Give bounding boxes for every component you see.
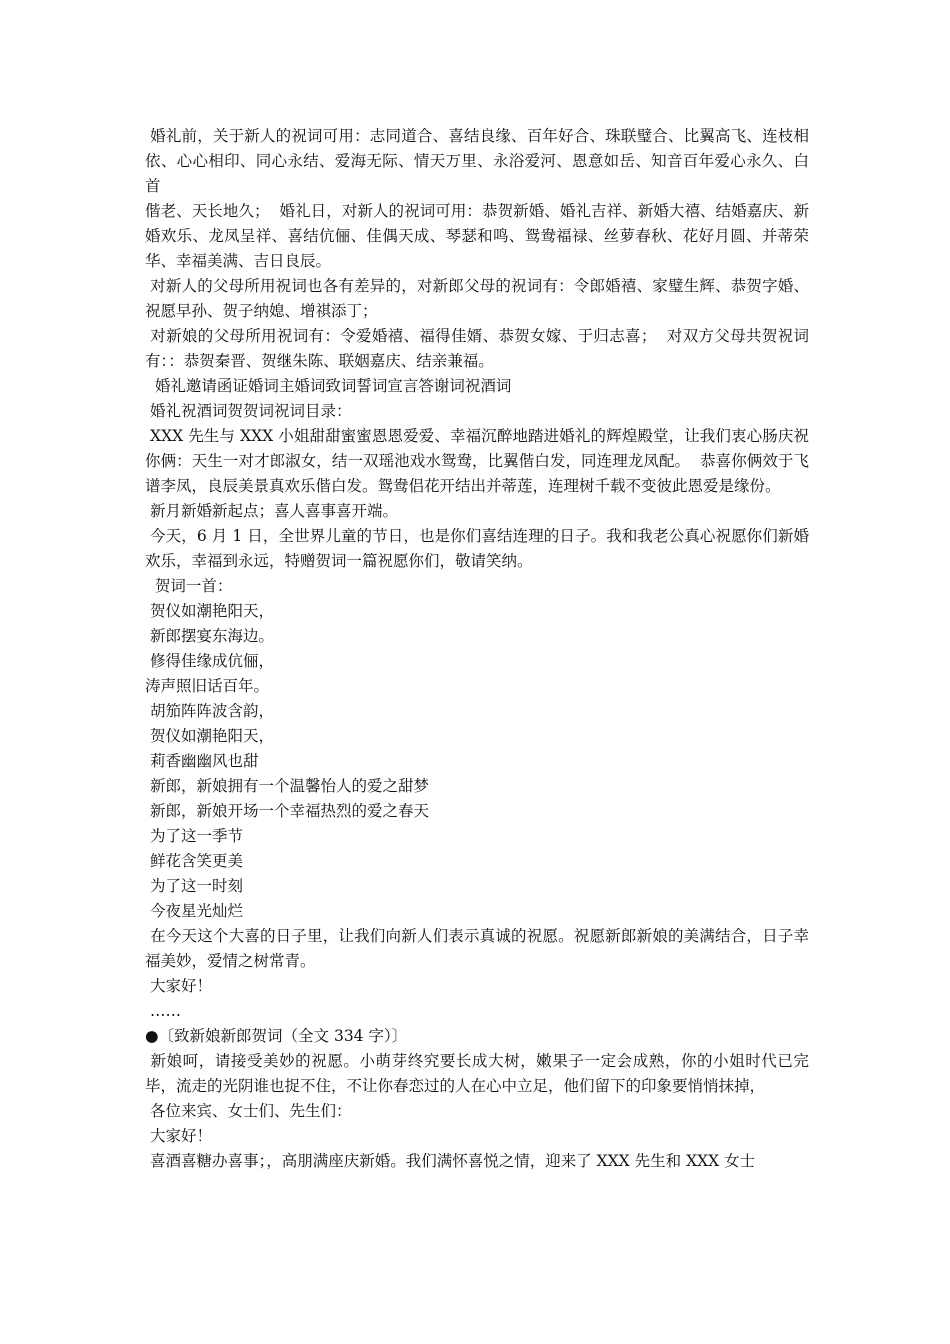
paragraph: 各位来宾、女士们、先生们： (145, 1102, 352, 1120)
paragraph: 婚礼邀请函证婚词主婚词致词誓词宣言答谢词祝酒词 (145, 377, 512, 395)
document-body (145, 124, 809, 1174)
paragraph: 婚礼祝酒词贺贺词祝词目录： (145, 402, 352, 420)
poem-line: 为了这一季节 (145, 827, 243, 845)
paragraph: 对新娘的父母所用祝词有：令爱婚禧、福得佳婿、恭贺女嫁、于归志喜； 对双方父母共贺祝词有：：恭贺秦晋、贺继朱陈、联姻嘉庆、结亲兼福。 (145, 327, 809, 370)
paragraph: 新月新婚新起点；喜人喜事喜开端。 (145, 502, 398, 520)
paragraph: 喜酒喜糖办喜事；，高朋满座庆新婚。我们满怀喜悦之情，迎来了 XXX 先生和 XXX 女士 (145, 1152, 756, 1170)
paragraph: 在今天这个大喜的日子里，让我们向新人们表示真诚的祝愿。祝愿新郎新娘的美满结合，日子幸福美妙，爱情之树常青。 (145, 927, 809, 970)
poem-line: 莉香幽幽风也甜 (145, 752, 259, 770)
paragraph: XXX 先生与 XXX 小姐甜甜蜜蜜恩恩爱爱、幸福沉醉地踏进婚礼的辉煌殿堂，让我们衷心肠庆祝你俩：天生一对才郎淑女，结一双瑶池戏水鸳鸯，比翼偕白发，同连理龙凤配。 恭喜你俩效于飞谱李凤，良辰美景真欢乐偕白发。鸳鸯侣花开结出并蒂莲，连理树千载不变彼此恩爱是缘份。 (145, 427, 809, 495)
paragraph: 贺词一首： (145, 577, 233, 595)
paragraph: 偕老、天长地久； 婚礼日，对新人的祝词可用：恭贺新婚、婚礼吉祥、新婚大禧、结婚嘉庆、新婚欢乐、龙凤呈祥、喜结伉俪、佳偶天成、琴瑟和鸣、鸳鸯福禄、丝萝春秋、花好月圆、并蒂荣华、幸福美满、吉日良辰。 (145, 202, 809, 270)
paragraph: 大家好！ (145, 977, 212, 995)
paragraph: 对新人的父母所用祝词也各有差异的，对新郎父母的祝词有：令郎婚禧、家璧生辉、恭贺字婚、祝愿早孙、贺子纳媳、增祺添丁； (145, 277, 809, 320)
paragraph: 大家好！ (145, 1127, 212, 1145)
poem-line: 鲜花含笑更美 (145, 852, 243, 870)
poem-line: 今夜星光灿烂 (145, 902, 243, 920)
section-heading: ●〔致新娘新郎贺词（全文 334 字）〕 (145, 1027, 408, 1045)
poem-line: 新郎摆宴东海边。 (145, 627, 274, 645)
paragraph: …… (145, 1002, 181, 1020)
poem-line: 修得佳缘成伉俪， (145, 652, 274, 670)
paragraph: 新娘呵，请接受美妙的祝愿。小萌芽终究要长成大树，嫩果子一定会成熟，你的小姐时代已完毕，流走的光阴谁也捉不住，不让你春恋过的人在心中立足，他们留下的印象要悄悄抹掉， (145, 1052, 809, 1095)
paragraph: 婚礼前，关于新人的祝词可用：志同道合、喜结良缘、百年好合、珠联璧合、比翼高飞、连枝相依、心心相印、同心永结、爱海无际、情天万里、永浴爱河、恩意如岳、知音百年爱心永久、白首 (145, 127, 809, 195)
poem-line: 新郎，新娘拥有一个温馨怡人的爱之甜梦 (145, 777, 429, 795)
poem-line: 胡笳阵阵波含韵， (145, 702, 274, 720)
poem-line: 新郎，新娘开场一个幸福热烈的爱之春天 (145, 802, 429, 820)
poem-line: 涛声照旧话百年。 (145, 677, 270, 695)
poem-line: 为了这一时刻 (145, 877, 243, 895)
poem-line: 贺仪如潮艳阳天， (145, 602, 274, 620)
paragraph: 今天，6 月 1 日，全世界儿童的节日，也是你们喜结连理的日子。我和我老公真心祝愿你们新婚欢乐，幸福到永远，特赠贺词一篇祝愿你们，敬请笑纳。 (145, 527, 809, 570)
poem-line: 贺仪如潮艳阳天， (145, 727, 274, 745)
